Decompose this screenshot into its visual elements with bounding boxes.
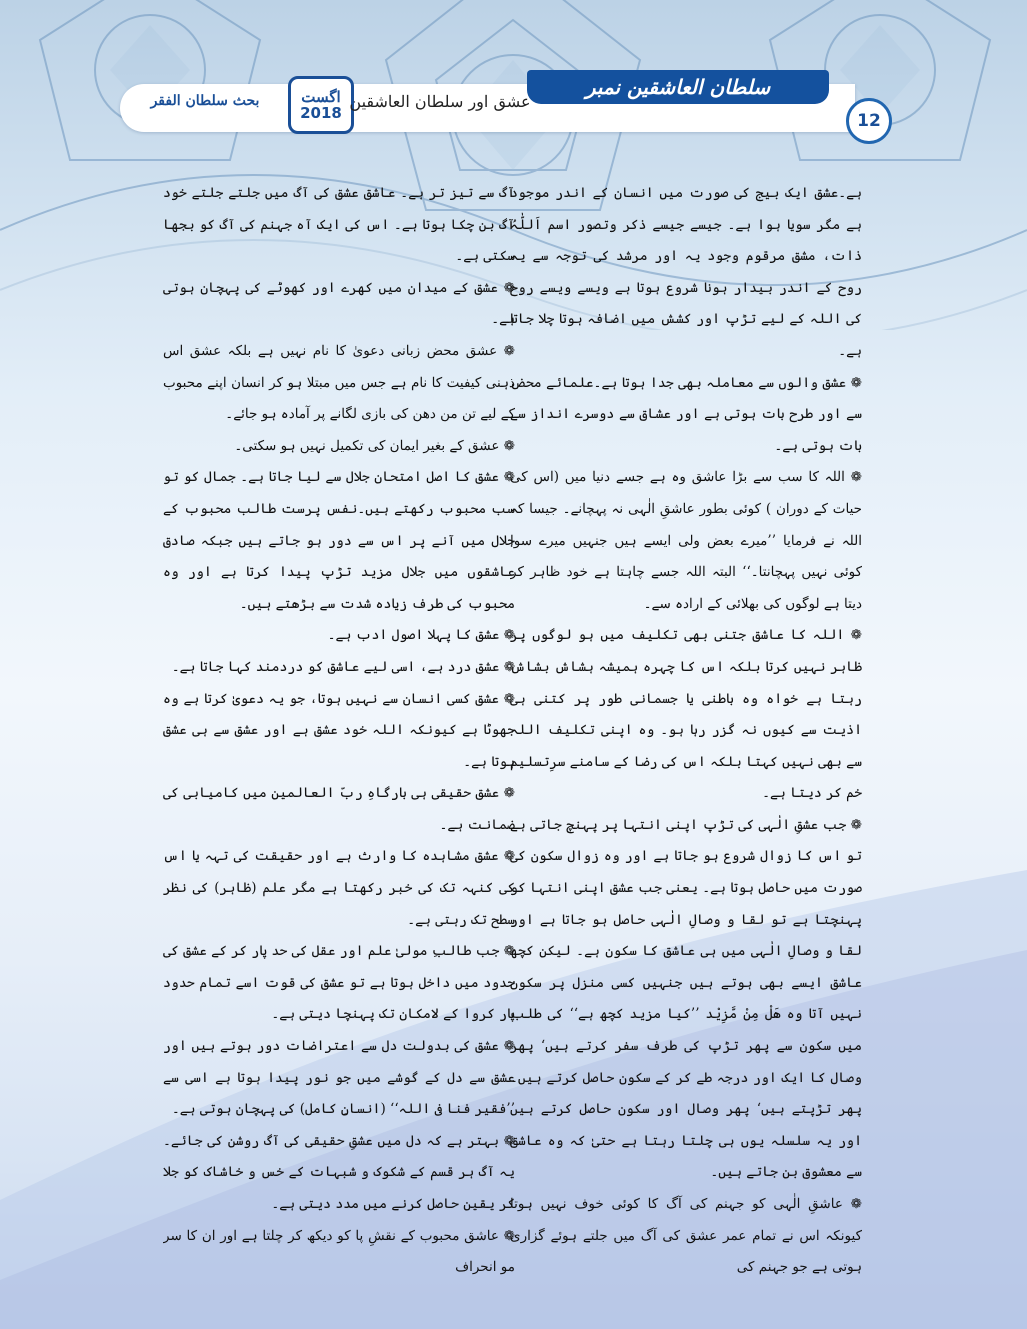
- bullet-paragraph: ❁ عشق درد ہے، اسی لیے عاشق کو دردمند کہا جاتا ہے۔: [171, 658, 515, 675]
- bullet-paragraph: ❁ عشق کا پہلا اصول ادب ہے۔: [327, 627, 515, 644]
- bullet-paragraph: ❁ اللہ کا عاشق جتنی بھی تکلیف میں ہو لوگوں پر ظاہر نہیں کرتا بلکہ اس کا چہرہ ہمیشہ ہشاش بشاش رہتا ہے خواہ وہ باطنی یا جسمانی طور پر کتنی ہی اذیت سے کیوں نہ گزر رہا ہو۔ وہ اپنی تکلیف اللہ سے بھی نہیں کہتا بلکہ اس کی رضا کے سامنے سرِتسلیم خم کر دیتا ہے۔: [510, 627, 862, 802]
- issue-month: اگست: [301, 87, 341, 106]
- bullet-paragraph: ❁ عشق والوں سے معاملہ بھی جدا ہوتا ہے۔علمائے محض سے اور طرح بات ہوتی ہے اور عشاق سے دوسرے انداز سے بات ہوتی ہے۔: [510, 374, 862, 454]
- bullet-paragraph: ❁ عشق کا اصل امتحان جلال سے لیا جاتا ہے۔ جمال کو تو سب محبوب رکھتے ہیں۔نفس پرست طالب محبوب کے جلال میں آنے پر اس سے دور ہو جاتے ہیں جبکہ صادق عاشقوں میں جلال مزید تڑپ پیدا کرتا ہے اور وہ محبوب کی طرف زیادہ شدت سے بڑھتے ہیں۔: [163, 469, 515, 612]
- bullet-paragraph: ❁ بہتر ہے کہ دل میں عشقِ حقیقی کی آگ روشن کی جائے۔ یہ آگ ہر قسم کے شکوک و شبہات کے خس و خاشاک کو جلا کر یقین حاصل کرنے میں مدد دیتی ہے۔: [163, 1132, 515, 1212]
- bullet-paragraph: ❁ عشق کسی انسان سے نہیں ہوتا، جو یہ دعویٰ کرتا ہے وہ جھوٹا ہے کیونکہ اللہ خود عشق ہے اور عشق سے ہی عشق ہوتا ہے۔: [163, 690, 515, 770]
- bullet-paragraph: ❁ اللہ کا سب سے بڑا عاشق وہ ہے جسے دنیا میں (اس کی حیات کے دوران ) کوئی بطور عاشقِ الٰہی نہ پہچانے۔ جیسا کہ اللہ نے فرمایا ’’میرے بعض ولی ایسے ہیں جنہیں میرے سوا کوئی نہیں پہچانتا۔‘‘ البتہ اللہ جسے چاہتا ہے خود ظاہر کر دیتا ہے لوگوں کی بھلائی کے ارادہ سے۔: [510, 469, 862, 612]
- issue-year: 2018: [300, 104, 342, 122]
- bullet-paragraph: ❁ عشق کے بغیر ایمان کی تکمیل نہیں ہو سکتی۔: [234, 437, 515, 454]
- magazine-name: بحث سلطان الفقر: [150, 93, 260, 109]
- paragraph: ہے۔عشق ایک بیج کی صورت میں انسان کے اندر موجود ہے مگر سویا ہوا ہے۔ جیسے جیسے ذکر وتصور اسم اَللّٰہُ ذات، مشق مرقوم وجود یہ اور مرشد کی توجہ سے یہ روح کے اندر بیدار ہونا شروع ہوتا ہے ویسے ویسے روح کی اللہ کے لیے تڑپ اور کشش میں اضافہ ہوتا چلا جاتا ہے۔: [510, 185, 862, 359]
- bullet-paragraph: ❁ جب طالبِ مولیٰ علم اور عقل کی حد پار کر کے عشق کی حدود میں داخل ہوتا ہے تو عشق کی قوت اسے تمام حدود پار کروا کے لامکان تک پہنچا دیتی ہے۔: [163, 943, 515, 1023]
- bullet-paragraph: ❁ عاشق محبوب کے نقشِ پا کو دیکھ کر چلتا ہے اور ان کا سر مو انحراف: [163, 1227, 515, 1276]
- bullet-paragraph: ❁ عشق محض زبانی دعویٰ کا نام نہیں ہے بلکہ عشق اس ذہنی کیفیت کا نام ہے جس میں مبتلا ہو کر انسان اپنے محبوب کے لیے تن من دھن کی بازی لگانے پر آمادہ ہو جائے۔: [163, 342, 515, 423]
- paragraph: آگ سے تیز تر ہے۔ عاشق عشق کی آگ میں جلتے جلتے خود آگ بن چکا ہوتا ہے۔ اس کی ایک آہ جہنم کی آگ کو بجھا سکتی ہے۔: [163, 185, 515, 265]
- article-title: عشق اور سلطان العاشقین: [349, 91, 531, 111]
- bullet-paragraph: ❁ جب عشقِ الٰہی کی تڑپ اپنی انتہا پر پہنچ جاتی ہے تو اس کا زوال شروع ہو جاتا ہے اور وہ زوال سکون کی صورت میں حاصل ہوتا ہے۔ یعنی جب عشق اپنی انتہا کو پہنچتا ہے تو لقا و وصالِ الٰہی حاصل ہو جاتا ہے اور لقا و وصالِ الٰہی میں ہی عاشق کا سکون ہے۔ لیکن کچھ عاشق ایسے بھی ہوتے ہیں جنہیں کسی منزل پر سکون نہیں آتا وہ ھَلْ مِنْ مَّزِیْد ’’کیا مزید کچھ ہے‘‘ کی طلب میں سکون سے پھر تڑپ کی طرف سفر کرتے ہیں‘ پھر وصال کا ایک اور درجہ طے کر کے سکون حاصل کرتے ہیں۔ پھر تڑپتے ہیں‘ پھر وصال اور سکون حاصل کرتے ہیں اور یہ سلسلہ یوں ہی چلتا رہتا ہے حتیٰ کہ وہ عاشق سے معشوق بن جاتے ہیں۔: [510, 816, 862, 1181]
- text-column-left: [163, 178, 515, 1308]
- special-issue-banner: سلطان العاشقین نمبر: [527, 70, 829, 104]
- bullet-paragraph: ❁ عشق کی بدولت دل سے اعتراضات دور ہوتے ہیں اور عشق سے دل کے گوشے میں جو نور پیدا ہوتا ہے اسی سے ’’فقیر فنا فی اللہ‘‘ (انسانِ کامل) کی پہچان ہوتی ہے۔: [163, 1038, 515, 1118]
- bullet-paragraph: ❁ عشق حقیقی ہی بارگاہِ ربّ العالمین میں کامیابی کی ضمانت ہے۔: [163, 785, 515, 833]
- bullet-paragraph: ❁ عاشقِ الٰہی کو جہنم کی آگ کا کوئی خوف نہیں ہوتا کیونکہ اس نے تمام عمر عشق کی آگ میں جلتے ہوئے گزاری ہوتی ہے جو جہنم کی: [510, 1196, 862, 1276]
- bullet-paragraph: ❁ عشق کے میدان میں کھرے اور کھوٹے کی پہچان ہوتی ہے۔: [163, 279, 515, 328]
- page-number: 12: [846, 98, 892, 144]
- text-column-right: [510, 178, 862, 1308]
- bullet-paragraph: ❁ عشق مشاہدہ کا وارث ہے اور حقیقت کی تہہ یا اس کی کنہہ تک کی خبر رکھتا ہے مگر علم (ظاہر) کی نظر سطح تک رہتی ہے۔: [163, 848, 515, 928]
